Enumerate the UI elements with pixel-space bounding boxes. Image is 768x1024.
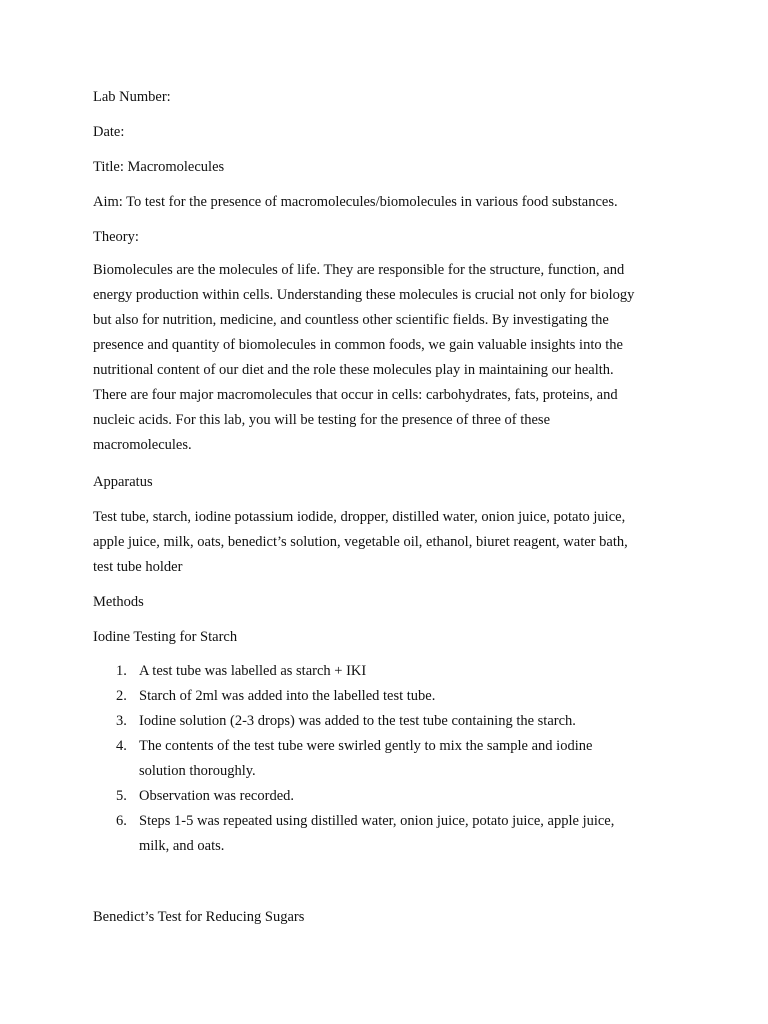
- step-number: 1.: [116, 663, 127, 679]
- step-number: 3.: [116, 713, 127, 729]
- step-text: solution thoroughly.: [139, 763, 256, 779]
- methods-heading: Methods: [93, 594, 144, 610]
- apparatus-line: test tube holder: [93, 559, 183, 575]
- step-text: Iodine solution (2-3 drops) was added to the test tube containing the starch.: [139, 713, 576, 729]
- lab-number-label: Lab Number:: [93, 89, 171, 105]
- apparatus-paragraph: [93, 505, 673, 580]
- theory-line: nucleic acids. For this lab, you will be testing for the presence of three of these: [93, 412, 551, 428]
- apparatus-line: apple juice, milk, oats, benedict’s solution, vegetable oil, ethanol, biuret reagent, water bath,: [93, 534, 628, 550]
- step-number: 6.: [116, 813, 127, 829]
- aim-line: Aim: To test for the presence of macromolecules/biomolecules in various food substances.: [93, 194, 618, 210]
- theory-line: There are four major macromolecules that occur in cells: carbohydrates, fats, proteins, and: [93, 387, 618, 403]
- theory-line: presence and quantity of biomolecules in common foods, we gain valuable insights into the: [93, 337, 623, 353]
- list-item: [0, 734, 768, 784]
- list-item: [0, 659, 768, 684]
- step-text: Observation was recorded.: [139, 788, 295, 804]
- iodine-test-heading: Iodine Testing for Starch: [93, 629, 238, 645]
- list-item: [0, 809, 768, 859]
- date-label: Date:: [93, 124, 125, 140]
- theory-paragraph: [93, 258, 673, 458]
- theory-line: energy production within cells. Understanding these molecules is crucial not only for biology: [93, 287, 635, 303]
- step-text: Starch of 2ml was added into the labelled test tube.: [139, 688, 436, 704]
- iodine-steps-list: [0, 659, 768, 859]
- step-text: A test tube was labelled as starch + IKI: [139, 663, 367, 679]
- apparatus-heading: Apparatus: [93, 474, 153, 490]
- apparatus-line: Test tube, starch, iodine potassium iodide, dropper, distilled water, onion juice, potato juice,: [93, 509, 626, 525]
- list-item: [0, 784, 768, 809]
- list-item: [0, 684, 768, 709]
- step-number: 2.: [116, 688, 127, 704]
- list-item: [0, 709, 768, 734]
- theory-line: nutritional content of our diet and the role these molecules play in maintaining our health.: [93, 362, 614, 378]
- benedict-test-heading: Benedict’s Test for Reducing Sugars: [93, 909, 305, 925]
- theory-line: Biomolecules are the molecules of life. They are responsible for the structure, function, and: [93, 262, 625, 278]
- theory-heading: Theory:: [93, 229, 139, 245]
- step-number: 5.: [116, 788, 127, 804]
- theory-line: macromolecules.: [93, 437, 192, 453]
- step-number: 4.: [116, 738, 127, 754]
- step-text: Steps 1-5 was repeated using distilled water, onion juice, potato juice, apple juice,: [139, 813, 615, 829]
- step-text: The contents of the test tube were swirled gently to mix the sample and iodine: [139, 738, 593, 754]
- step-text: milk, and oats.: [139, 838, 225, 854]
- theory-line: but also for nutrition, medicine, and countless other scientific fields. By investigating the: [93, 312, 609, 328]
- title-line: Title: Macromolecules: [93, 159, 225, 175]
